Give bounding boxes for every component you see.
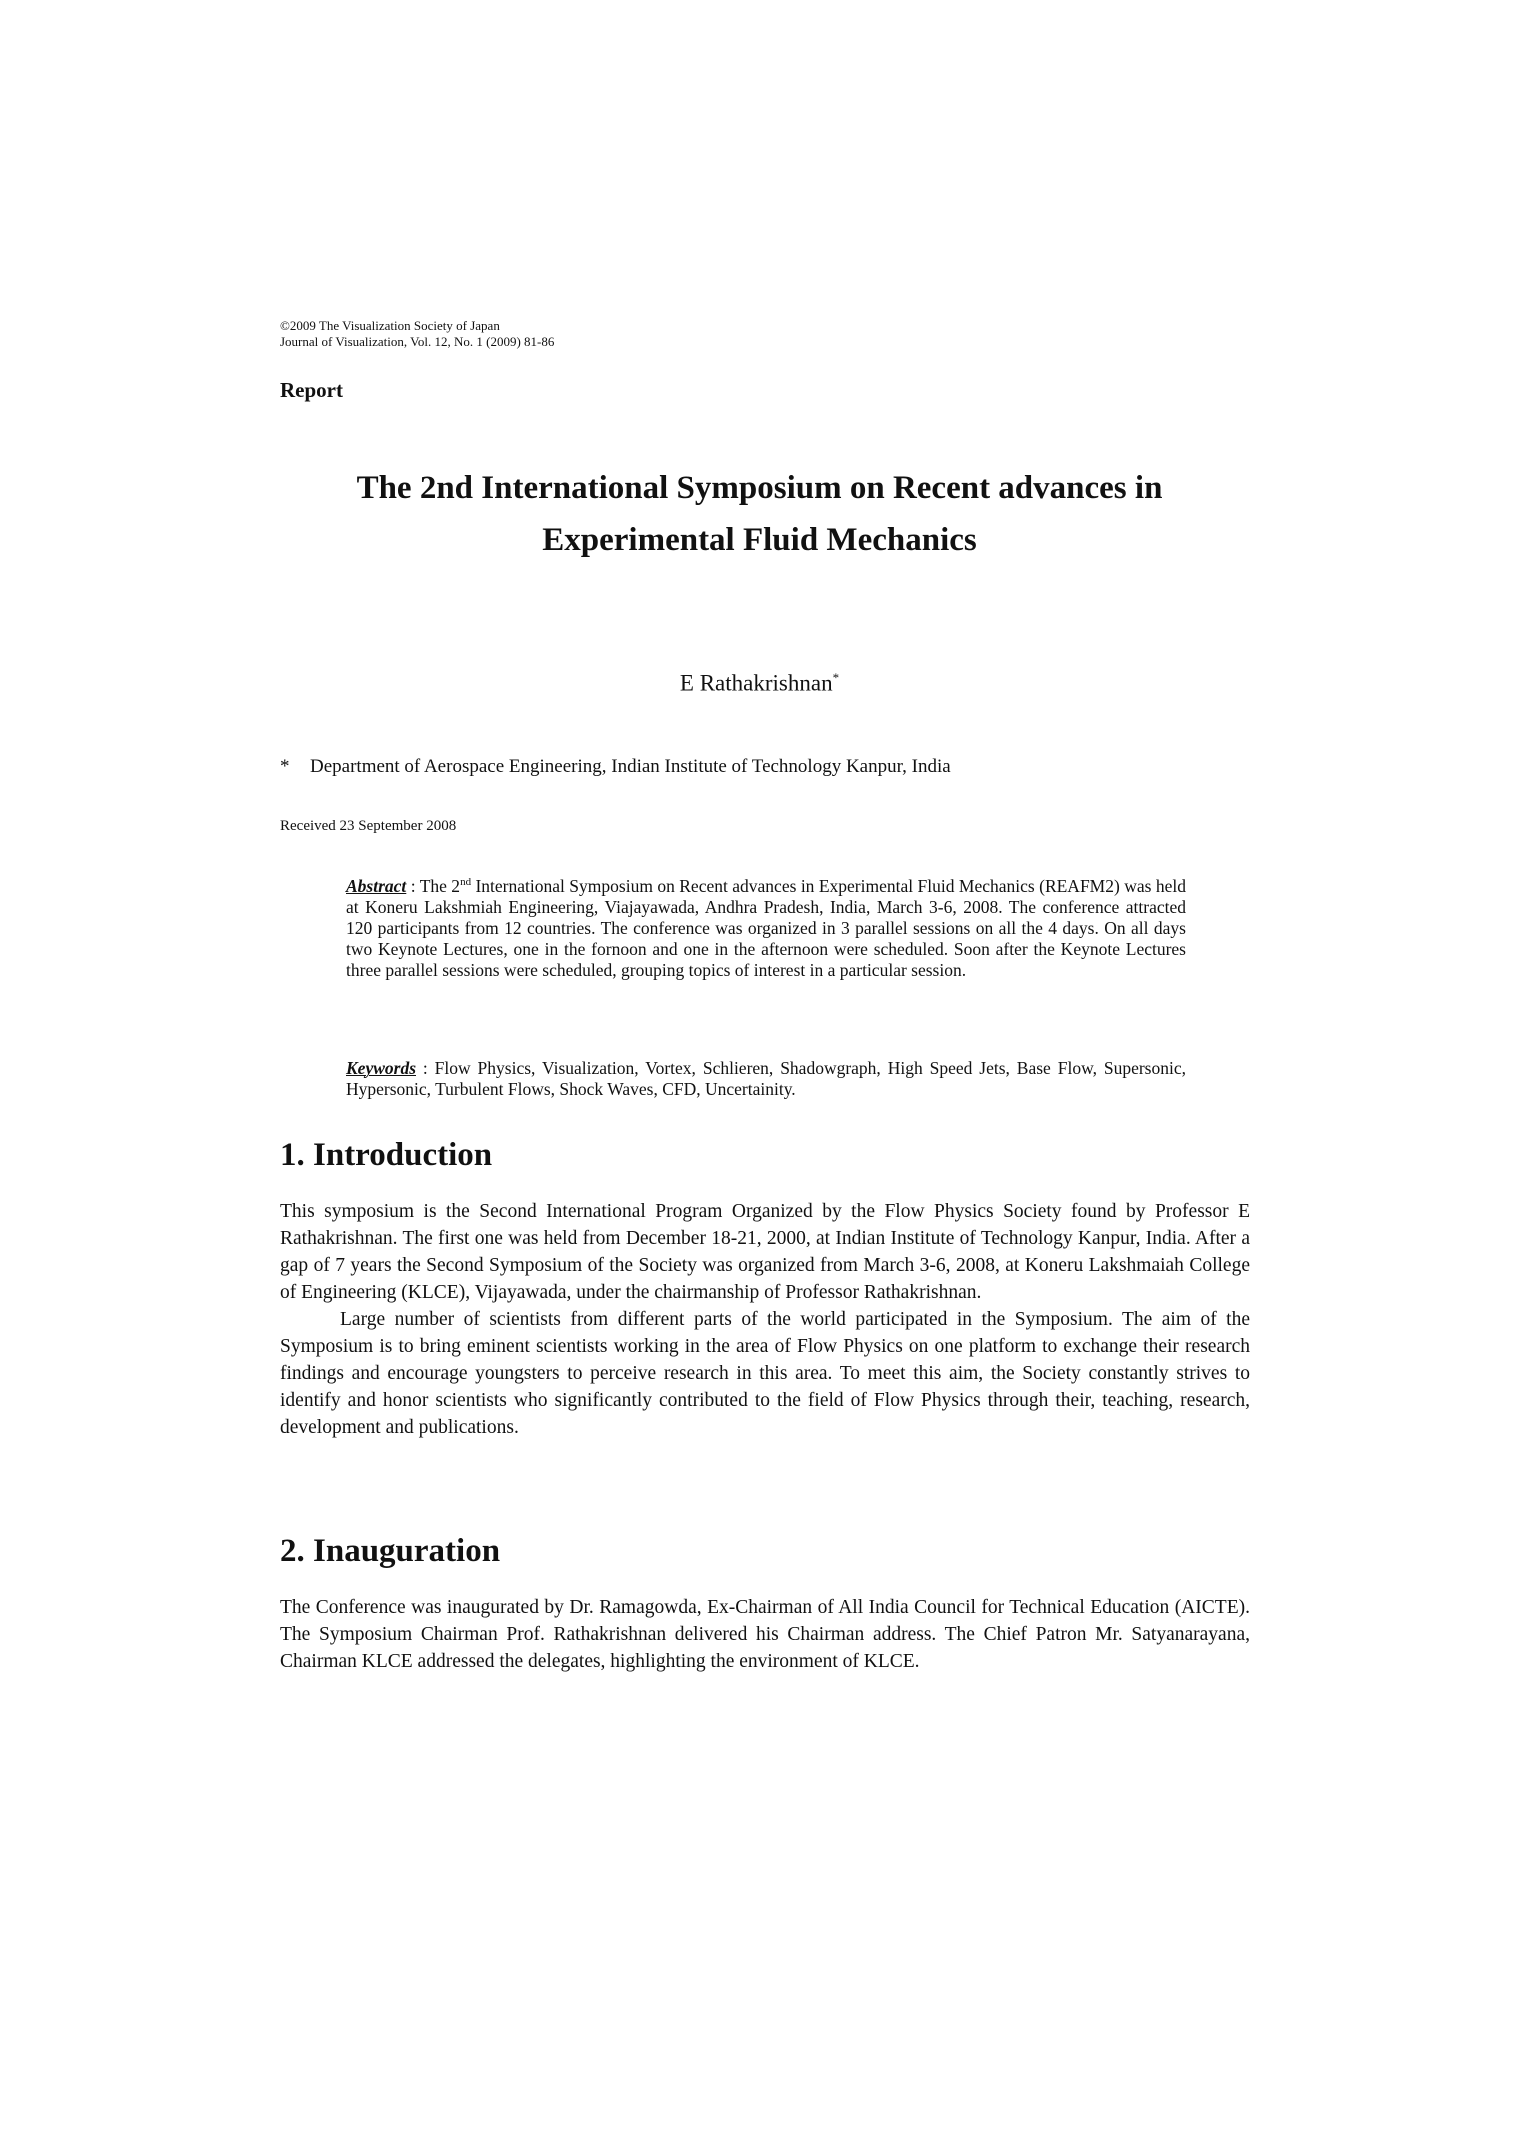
received-date: Received 23 September 2008 (280, 818, 457, 834)
keywords-separator: : (416, 1058, 435, 1078)
abstract-text: International Symposium on Recent advances in Experimental Fluid Mechanics (REAFM2) was held at Koneru Lakshmiah Engineering, Viajayawada, Andhra Pradesh, India, March 3-6, 2008. The conference attracted 120 participants from 12 countries. The conference was organized in 3 parallel sessions on all the 4 days. On all days two Keynote Lectures, one in the fornoon and one in the afternoon were scheduled. Soon after the Keynote Lectures three parallel sessions were scheduled, grouping topics of interest in a particular session. (346, 875, 1186, 980)
journal-citation: Journal of Visualization, Vol. 12, No. 1 (2009) 81-86 (280, 334, 555, 349)
section-heading-introduction: 1. Introduction (280, 1137, 493, 1173)
author-name: E Rathakrishnan (679, 670, 833, 696)
keywords-text: Flow Physics, Visualization, Vortex, Schlieren, Shadowgraph, High Speed Jets, Base Flow, Supersonic, Hypersonic, Turbulent Flows, Shock Waves, CFD, Uncertainity. (346, 1058, 1186, 1099)
keywords-label: Keywords (346, 1058, 416, 1078)
report-label: Report (280, 378, 343, 402)
paper-title-line-2: Experimental Fluid Mechanics (542, 522, 977, 558)
introduction-paragraph-2: Large number of scientists from different parts of the world participated in the Symposium. The aim of the Symposium is to bring eminent scientists working in the area of Flow Physics on one platform to exchange their research findings and encourage youngsters to perceive research in this area. To meet this aim, the Society constantly strives to identify and honor scientists who significantly contributed to the field of Flow Physics through their, teaching, research, development and publications. (280, 1309, 1250, 1438)
author-line (0, 670, 1519, 697)
author-mark: * (832, 670, 840, 685)
inauguration-paragraph-1: The Conference was inaugurated by Dr. Ramagowda, Ex-Chairman of All India Council for Technical Education (AICTE). The Symposium Chairman Prof. Rathakrishnan delivered his Chairman address. The Chief Patron Mr. Satyanarayana, Chairman KLCE addressed the delegates, highlighting the environment of KLCE. (280, 1597, 1250, 1672)
abstract-text-start: The 2 (419, 875, 461, 896)
abstract-block (346, 872, 1186, 981)
affiliation (280, 756, 951, 778)
introduction-paragraph-1: This symposium is the Second International Program Organized by the Flow Physics Society found by Professor E Rathakrishnan. The first one was held from December 18-21, 2000, at Indian Institute of Technology Kanpur, India. After a gap of 7 years the Second Symposium of the Society was organized from March 3-6, 2008, at Koneru Lakshmaiah College of Engineering (KLCE), Vijayawada, under the chairmanship of Professor Rathakrishnan. (280, 1201, 1250, 1303)
keywords-block (346, 1058, 1186, 1100)
paper-title-line-1: The 2nd International Symposium on Recent advances in (356, 470, 1163, 506)
introduction-body (280, 1198, 1250, 1441)
journal-header (280, 318, 554, 350)
abstract-ordinal: nd (460, 876, 472, 888)
affiliation-mark: * (280, 756, 290, 777)
inauguration-body (280, 1594, 1250, 1675)
abstract-label: Abstract (346, 875, 407, 896)
copyright-line: ©2009 The Visualization Society of Japan (280, 318, 500, 333)
section-heading-inauguration: 2. Inauguration (280, 1533, 501, 1569)
affiliation-text: Department of Aerospace Engineering, Indian Institute of Technology Kanpur, India (310, 756, 951, 777)
abstract-separator: : (406, 875, 420, 896)
